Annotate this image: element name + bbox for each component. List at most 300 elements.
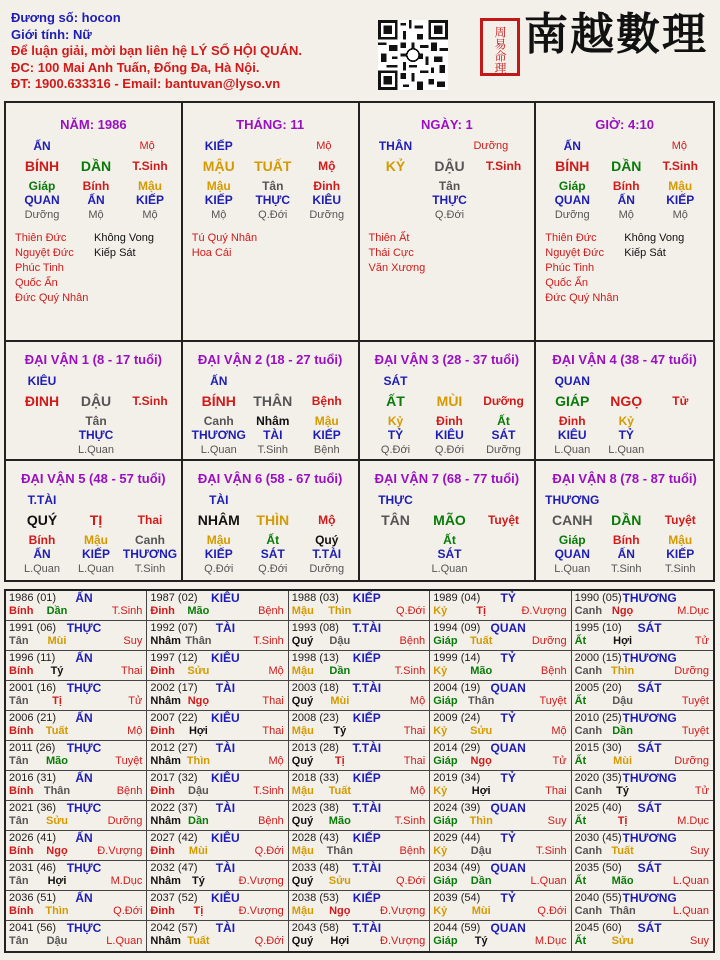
year-stage: Tuyệt	[115, 755, 143, 767]
year-stem: Mậu	[291, 725, 314, 737]
dai-van-branch: DẦN	[611, 512, 642, 528]
year-stage: Tuyệt	[681, 725, 709, 737]
dai-van-5	[6, 461, 183, 580]
year-cell	[430, 771, 571, 801]
logo-text: 南越數理	[524, 9, 708, 60]
year-stem: Nhâm	[150, 755, 181, 767]
year-stage: Bệnh	[258, 605, 284, 617]
year-stem: Đinh	[150, 785, 175, 797]
year-label: 1991 (06)	[9, 622, 57, 634]
year-god: TỶ	[500, 651, 516, 665]
hidden-stage: Bệnh	[313, 444, 340, 456]
year-branch: Ngọ	[46, 845, 68, 857]
star-note: Tú Quý Nhân	[191, 232, 258, 244]
year-cell	[147, 651, 288, 681]
hidden-god: THỰC	[78, 428, 114, 442]
year-cell	[430, 741, 571, 771]
year-god: TÀI	[215, 921, 236, 935]
year-branch: Ngọ	[470, 755, 492, 767]
year-branch: Tuất	[45, 725, 69, 737]
hidden-stage: Dưỡng	[309, 563, 345, 575]
hidden-stem: Bính	[612, 533, 640, 547]
year-cell	[6, 651, 147, 681]
year-branch: Thìn	[328, 605, 352, 617]
year-branch: Ngọ	[329, 905, 351, 917]
star-note: Không Vong	[94, 232, 154, 244]
gender: Giới tính: Nữ	[11, 26, 92, 42]
hidden-stage: Q.Đới	[434, 444, 465, 456]
hidden-stage: L.Quan	[431, 563, 468, 575]
year-god: THỰC	[66, 861, 102, 875]
year-label: 2036 (51)	[9, 892, 57, 904]
year-stage: Suy	[123, 635, 143, 647]
hidden-stage: Q.Đới	[258, 563, 288, 575]
hidden-stem: Bính	[612, 179, 640, 193]
year-cell	[147, 681, 288, 711]
dai-van-stage: Tuyệt	[664, 513, 696, 527]
hidden-god: SÁT	[437, 547, 462, 561]
year-stem: Giáp	[433, 875, 458, 887]
hidden-stem: Bính	[28, 533, 56, 547]
year-branch: Sửu	[611, 935, 634, 947]
pillar-title: NĂM: 1986	[60, 117, 127, 132]
year-cell	[572, 771, 713, 801]
hidden-stem: Giáp	[558, 533, 586, 547]
year-stem: Kỷ	[433, 785, 448, 797]
year-cell	[147, 861, 288, 891]
year-cell	[289, 591, 430, 621]
dai-van-god: ẤN	[210, 374, 228, 388]
year-stem: Bính	[9, 725, 34, 737]
year-stage: M.Dục	[677, 605, 709, 617]
year-branch: Dậu	[188, 785, 209, 797]
hidden-god: THỰC	[255, 193, 291, 207]
year-stage: Mộ	[127, 725, 143, 737]
year-stem: Bính	[9, 905, 34, 917]
year-god: SÁT	[637, 741, 662, 755]
qr-code-icon[interactable]	[378, 20, 448, 90]
year-stem: Đinh	[150, 725, 175, 737]
pillar-stem: MẬU	[202, 158, 235, 174]
dai-van-6	[183, 461, 360, 580]
hidden-stem: Đinh	[436, 414, 463, 428]
hidden-stage: Mộ	[672, 209, 688, 221]
year-stem: Kỷ	[433, 725, 448, 737]
year-god: QUAN	[490, 861, 526, 875]
dai-van-god: THỰC	[378, 493, 413, 507]
year-branch: Thân	[468, 695, 495, 707]
dai-van-stem: QUÝ	[26, 512, 58, 528]
year-branch: Hợi	[47, 875, 67, 887]
year-cell	[147, 891, 288, 921]
year-cell	[430, 711, 571, 741]
dai-van-god: T.TÀI	[27, 493, 57, 507]
year-stage: Dưỡng	[674, 665, 709, 677]
year-label: 2030 (45)	[574, 832, 622, 844]
hidden-god: THỰC	[432, 193, 467, 207]
year-label: 2018 (33)	[291, 772, 339, 784]
year-stage: Tử	[694, 635, 709, 647]
hidden-stage: Mộ	[211, 209, 227, 221]
star-note: Quốc Ấn	[15, 277, 58, 289]
pillar-branch-stage: T.Sinh	[132, 159, 168, 173]
year-stage: Q.Đới	[395, 605, 426, 617]
year-stage: Dưỡng	[674, 755, 709, 767]
dai-van-stem: NHÂM	[197, 512, 240, 528]
year-label: 1996 (11)	[9, 652, 56, 664]
year-branch: Tị	[476, 605, 487, 617]
dai-van-stage: Dưỡng	[483, 394, 524, 408]
year-god: THƯƠNG	[622, 891, 677, 905]
year-god: THỰC	[66, 741, 102, 755]
year-stage: Mộ	[268, 755, 284, 767]
year-stage: Mộ	[551, 725, 567, 737]
year-label: 2010 (25)	[574, 712, 622, 724]
year-label: 2027 (42)	[150, 832, 198, 844]
year-stage: M.Dục	[534, 935, 567, 947]
year-stage: Tử	[694, 785, 709, 797]
hidden-stage: L.Quan	[554, 563, 591, 575]
year-cell	[430, 621, 571, 651]
year-stem: Quý	[291, 635, 314, 647]
year-branch: Thìn	[186, 755, 210, 767]
year-branch: Sửu	[328, 875, 351, 887]
hidden-stem: Đinh	[558, 414, 586, 428]
dai-van-branch: TỊ	[89, 512, 103, 528]
year-stem: Bính	[9, 665, 34, 677]
year-branch: Dần	[612, 725, 633, 737]
year-branch: Mùi	[471, 905, 491, 917]
year-god: KIẾP	[352, 891, 381, 905]
year-stem: Quý	[291, 935, 314, 947]
year-stem: Đinh	[150, 845, 175, 857]
year-stage: Bệnh	[399, 635, 426, 647]
pillar-stem-god: KIẾP	[204, 139, 233, 153]
year-god: TÀI	[215, 621, 236, 635]
year-stem: Nhâm	[150, 935, 181, 947]
year-branch: Hợi	[613, 635, 633, 647]
year-stem: Kỷ	[433, 905, 448, 917]
pillars-section	[4, 101, 715, 342]
star-note: Đức Quý Nhân	[545, 292, 619, 304]
pillar-branch: DẦN	[611, 158, 642, 174]
dai-van-god: THƯƠNG	[545, 493, 600, 507]
year-cell	[6, 891, 147, 921]
header-info	[11, 10, 302, 93]
year-label: 1992 (07)	[150, 622, 198, 634]
year-stage: Tử	[552, 755, 567, 767]
year-branch: Dần	[46, 605, 68, 617]
dai-van-section	[4, 340, 715, 582]
year-label: 2016 (31)	[9, 772, 57, 784]
hidden-stage: L.Quan	[23, 563, 61, 575]
hidden-stage: Dưỡng	[24, 209, 60, 221]
year-branch: Mão	[46, 755, 68, 767]
annual-table	[4, 589, 715, 953]
year-stem: Ất	[574, 875, 587, 887]
year-stage: Đ.Vượng	[380, 935, 426, 947]
year-cell	[289, 741, 430, 771]
year-stem: Canh	[574, 665, 603, 677]
year-cell	[289, 651, 430, 681]
year-label: 2003 (18)	[291, 682, 339, 694]
year-stem: Nhâm	[150, 635, 181, 647]
year-cell	[6, 681, 147, 711]
year-stem: Canh	[574, 605, 603, 617]
hidden-god: TỶ	[387, 428, 404, 442]
year-label: 2045 (60)	[574, 922, 622, 934]
year-stage: Thai	[262, 695, 284, 707]
year-stem: Ất	[574, 815, 587, 827]
year-label: 2011 (26)	[9, 742, 56, 754]
dai-van-1	[6, 342, 183, 461]
year-stage: Đ.Vượng	[238, 905, 284, 917]
year-label: 1990 (05)	[574, 592, 622, 604]
year-stem: Mậu	[291, 605, 314, 617]
year-branch: Sửu	[470, 725, 493, 737]
year-god: THƯƠNG	[622, 711, 677, 725]
star-note: Nguyệt Đức	[545, 247, 604, 259]
pillar-stem: KỶ	[385, 158, 406, 174]
pillar-stem-god: THÂN	[378, 139, 413, 153]
year-label: 2015 (30)	[574, 742, 622, 754]
dai-van-stem: TÂN	[381, 512, 410, 528]
hidden-stem: Kỷ	[387, 414, 404, 428]
star-note: Đức Quý Nhân	[15, 292, 89, 304]
year-stage: M.Dục	[110, 875, 143, 887]
year-cell	[572, 801, 713, 831]
pillar-2	[183, 103, 360, 340]
year-stage: Thai	[120, 665, 143, 677]
year-label: 2006 (21)	[9, 712, 57, 724]
year-god: T.TÀI	[352, 861, 382, 875]
year-branch: Hợi	[471, 785, 491, 797]
hidden-stage: L.Quan	[77, 444, 115, 456]
year-cell	[430, 681, 571, 711]
year-stem: Bính	[9, 785, 34, 797]
year-stage: T.Sinh	[111, 605, 143, 617]
year-stem: Quý	[291, 815, 314, 827]
year-god: T.TÀI	[352, 741, 382, 755]
hidden-stage: T.Sinh	[664, 563, 696, 575]
hidden-god: SÁT	[491, 428, 516, 442]
year-cell	[430, 591, 571, 621]
pillar-title: NGÀY: 1	[420, 117, 473, 132]
pillar-title: THÁNG: 11	[236, 117, 305, 132]
year-branch: Thân	[185, 635, 212, 647]
pillar-branch-stage: Mộ	[318, 159, 336, 173]
dai-van-stage: Thai	[137, 513, 163, 527]
year-god: THƯƠNG	[622, 591, 677, 605]
year-branch: Thìn	[45, 905, 69, 917]
year-stage: Bệnh	[116, 785, 143, 797]
year-stage: Đ.Vượng	[97, 845, 143, 857]
year-branch: Dần	[470, 875, 492, 887]
year-god: KIẾP	[352, 831, 381, 845]
year-stage: Tuyệt	[681, 695, 709, 707]
year-god: SÁT	[637, 801, 662, 815]
year-branch: Dậu	[329, 635, 351, 647]
year-label: 2035 (50)	[574, 862, 622, 874]
year-stage: Q.Đới	[254, 935, 284, 947]
year-branch: Tý	[474, 935, 488, 947]
year-god: SÁT	[637, 921, 662, 935]
year-label: 2021 (36)	[9, 802, 57, 814]
hidden-stage: L.Quan	[200, 444, 237, 456]
year-branch: Thân	[326, 845, 353, 857]
year-god: T.TÀI	[352, 921, 382, 935]
year-label: 2022 (37)	[150, 802, 198, 814]
year-god: QUAN	[490, 681, 526, 695]
dai-van-stage: Tuyệt	[487, 513, 520, 527]
year-stage: L.Quan	[106, 935, 143, 947]
year-label: 2028 (43)	[291, 832, 339, 844]
dai-van-stem: ĐINH	[24, 393, 60, 409]
address: ĐC: 100 Mai Anh Tuấn, Đống Đa, Hà Nội.	[11, 59, 260, 75]
year-stem: Giáp	[433, 695, 458, 707]
pillar-branch-stage: T.Sinh	[485, 159, 522, 173]
year-stem: Canh	[574, 725, 603, 737]
year-cell	[6, 711, 147, 741]
dai-van-stem: CANH	[552, 512, 593, 528]
year-stage: Thai	[262, 725, 284, 737]
year-stage: Q.Đới	[395, 875, 426, 887]
year-god: THỰC	[66, 921, 102, 935]
year-label: 1989 (04)	[433, 592, 481, 604]
year-branch: Dậu	[46, 935, 68, 947]
year-god: THƯƠNG	[622, 651, 677, 665]
year-stem: Quý	[291, 755, 314, 767]
dai-van-branch: MÙI	[436, 393, 463, 409]
pillar-branch-stage: T.Sinh	[662, 159, 698, 173]
year-branch: Mùi	[188, 845, 208, 857]
dai-van-title: ĐẠI VẬN 2 (18 - 27 tuổi)	[197, 352, 343, 367]
year-god: TỶ	[500, 591, 516, 605]
year-stem: Ất	[574, 695, 587, 707]
pillar-title: GIỜ: 4:10	[595, 117, 655, 132]
year-stage: Dưỡng	[531, 635, 567, 647]
phone-email: ĐT: 1900.633316 - Email: bantuvan@lyso.vn	[11, 76, 281, 91]
pillar-stem: BÍNH	[555, 158, 590, 174]
year-stem: Nhâm	[150, 695, 181, 707]
year-label: 2020 (35)	[574, 772, 622, 784]
hidden-stage: Mộ	[88, 209, 104, 221]
dai-van-title: ĐẠI VẬN 7 (68 - 77 tuổi)	[374, 471, 520, 486]
year-cell	[6, 921, 147, 951]
year-label: 1994 (09)	[433, 622, 481, 634]
hidden-god: KIẾP	[666, 193, 695, 207]
year-branch: Mão	[611, 875, 634, 887]
contact-note: Để luận giải, mời bạn liên hệ LÝ SỐ HỘI QUÁN.	[11, 43, 302, 58]
year-branch: Tuất	[187, 935, 210, 947]
year-stem: Nhâm	[150, 875, 181, 887]
dai-van-title: ĐẠI VẬN 1 (8 - 17 tuổi)	[24, 352, 162, 367]
hidden-god: KIÊU	[435, 428, 464, 442]
hidden-god: THƯƠNG	[191, 428, 246, 442]
year-cell	[430, 891, 571, 921]
year-god: KIÊU	[211, 651, 240, 665]
hidden-stem: Ất	[443, 533, 456, 547]
dai-van-title: ĐẠI VẬN 4 (38 - 47 tuổi)	[552, 352, 697, 367]
year-label: 1986 (01)	[9, 592, 57, 604]
year-stage: Đ.Vượng	[521, 605, 567, 617]
hidden-stem: Ất	[497, 414, 510, 428]
year-cell	[6, 591, 147, 621]
year-stem: Canh	[574, 905, 603, 917]
hidden-stage: T.Sinh	[610, 563, 642, 575]
year-cell	[289, 801, 430, 831]
year-god: ẤN	[75, 891, 93, 905]
star-note: Phúc Tinh	[15, 262, 64, 274]
hidden-stem: Quý	[315, 533, 339, 547]
year-label: 2040 (55)	[574, 892, 622, 904]
year-cell	[289, 861, 430, 891]
year-label: 2025 (40)	[574, 802, 622, 814]
dai-van-branch: MÃO	[433, 512, 466, 528]
hidden-stem: Nhâm	[256, 414, 290, 428]
year-cell	[147, 801, 288, 831]
year-god: KIÊU	[211, 711, 240, 725]
year-cell	[430, 651, 571, 681]
dai-van-stage: Mộ	[318, 513, 336, 527]
hidden-god: KIẾP	[81, 547, 111, 561]
year-stage: Suy	[690, 845, 709, 857]
year-label: 2029 (44)	[433, 832, 481, 844]
dai-van-branch: NGỌ	[610, 393, 643, 409]
hidden-stage: Dưỡng	[309, 209, 345, 221]
year-god: TỶ	[500, 891, 516, 905]
hidden-god: ẤN	[617, 547, 635, 561]
year-branch: Sửu	[45, 815, 69, 827]
hidden-stem: Đinh	[313, 179, 341, 193]
dai-van-title: ĐẠI VẬN 8 (78 - 87 tuổi)	[552, 471, 697, 486]
year-god: TỶ	[500, 771, 516, 785]
year-god: QUAN	[490, 741, 526, 755]
year-stage: Đ.Vượng	[380, 905, 426, 917]
pillar-branch: DẦN	[80, 158, 112, 174]
year-cell	[289, 921, 430, 951]
pillar-1	[6, 103, 183, 340]
pillar-stem-god: ẤN	[563, 139, 581, 153]
dai-van-title: ĐẠI VẬN 6 (58 - 67 tuổi)	[197, 471, 343, 486]
year-branch: Dần	[329, 665, 351, 677]
year-god: THỰC	[66, 681, 102, 695]
year-stem: Tân	[9, 815, 29, 827]
year-god: T.TÀI	[352, 681, 382, 695]
pillar-stem-stage: Mộ	[139, 140, 155, 152]
year-label: 2017 (32)	[150, 772, 198, 784]
year-branch: Mùi	[47, 635, 67, 647]
year-god: SÁT	[637, 681, 662, 695]
hidden-stem: Giáp	[558, 179, 586, 193]
owner-name: Đương số: hocon	[11, 10, 121, 25]
year-label: 2004 (19)	[433, 682, 481, 694]
hidden-stem: Canh	[203, 414, 234, 428]
year-god: THƯƠNG	[622, 771, 677, 785]
year-branch: Thìn	[469, 815, 493, 827]
year-god: ẤN	[75, 711, 93, 725]
star-note: Thiên Đức	[545, 232, 597, 244]
hidden-stage: L.Quan	[77, 563, 115, 575]
year-label: 2009 (24)	[433, 712, 481, 724]
year-stage: M.Dục	[677, 815, 709, 827]
year-branch: Tuất	[469, 635, 493, 647]
year-cell	[147, 621, 288, 651]
year-branch: Hợi	[330, 935, 350, 947]
dai-van-branch: THÂN	[253, 393, 293, 409]
year-label: 1993 (08)	[291, 622, 339, 634]
star-note: Phúc Tinh	[545, 262, 595, 274]
